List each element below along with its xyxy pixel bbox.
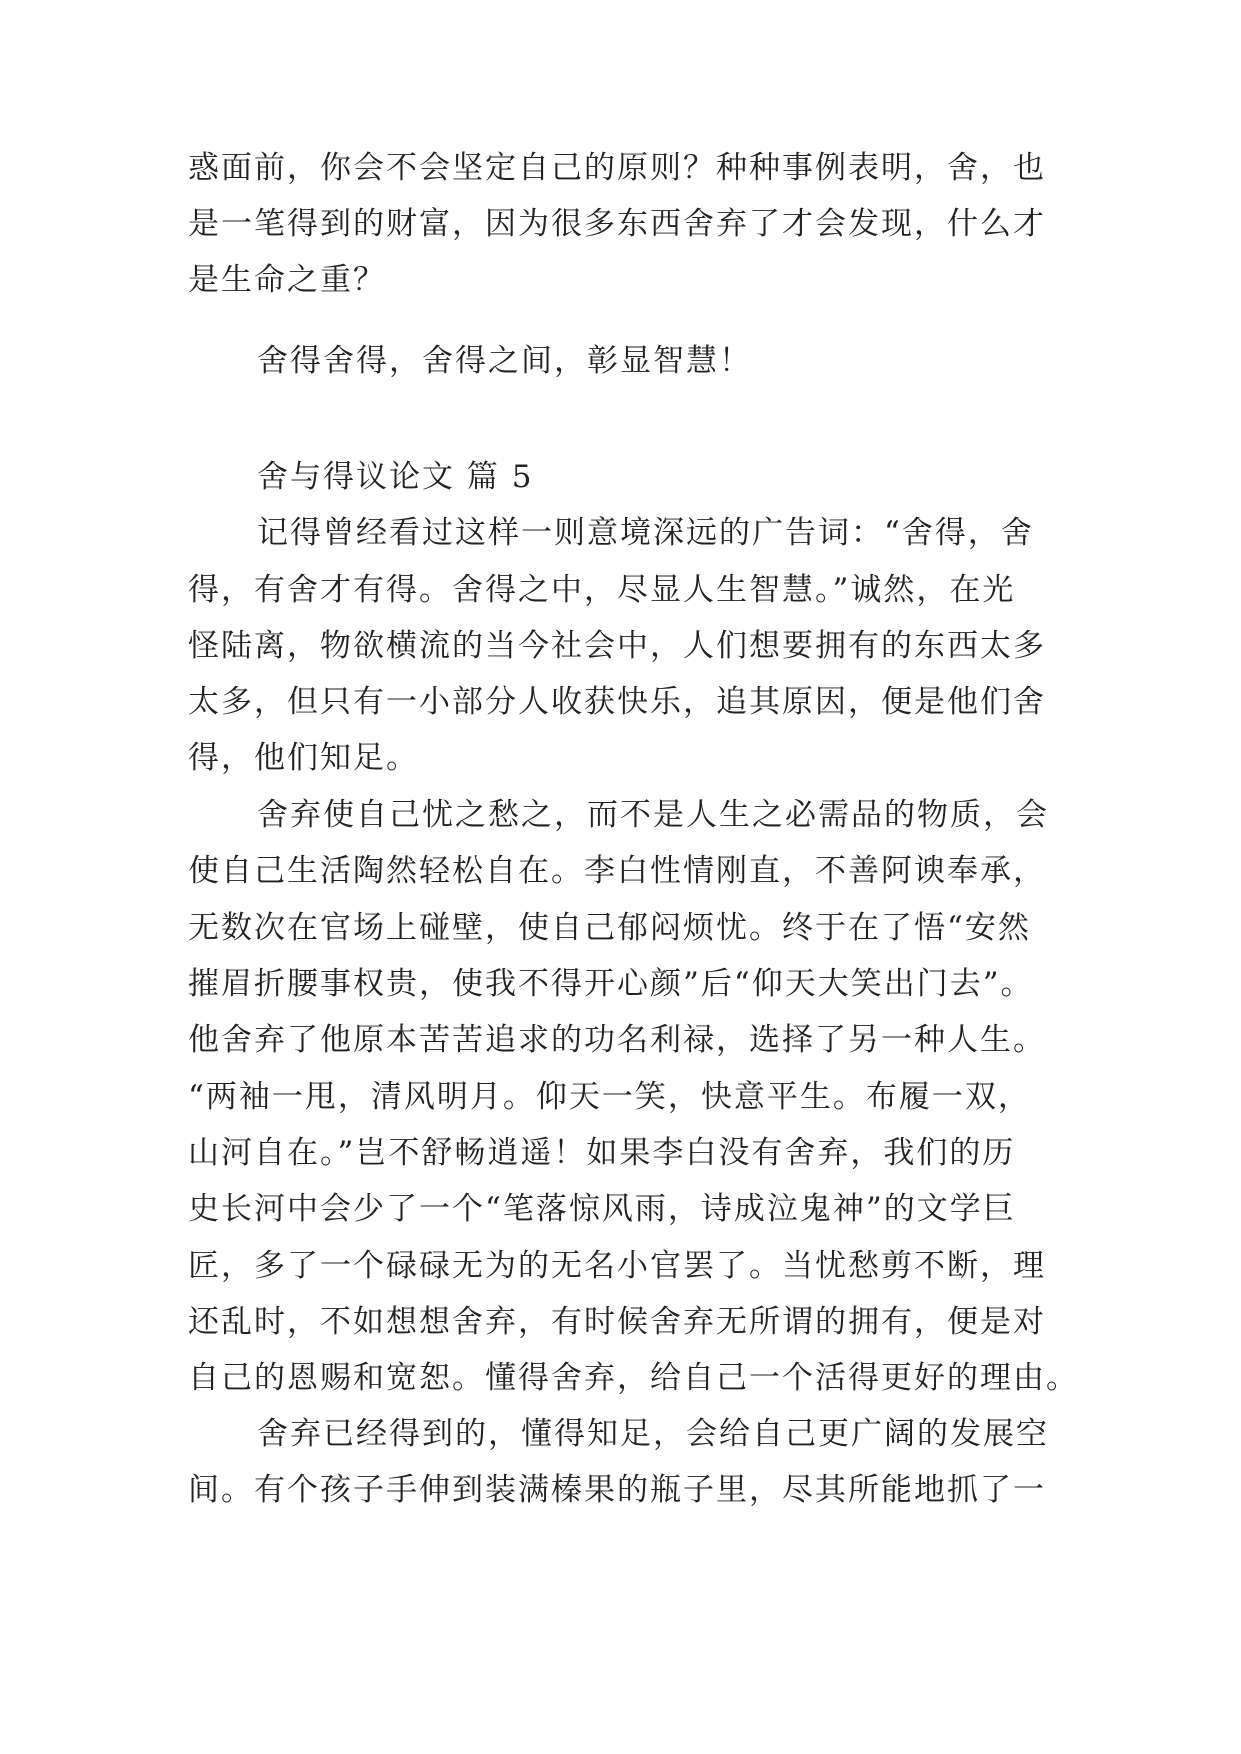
paragraph-line: 太多，但只有一小部分人收获快乐，追其原因，便是他们舍 [188,684,1046,720]
paragraph-line: 摧眉折腰事权贵，使我不得开心颜”后“仰天大笑出门去”。 [188,966,1034,1002]
paragraph-line: 史长河中会少了一个“笔落惊风雨，诗成泣鬼神”的文学巨 [188,1191,1016,1227]
paragraph-line: 匠，多了一个碌碌无为的无名小官罢了。当忧愁剪不断，理 [188,1248,1046,1284]
paragraph-line: 间。有个孩子手伸到装满榛果的瓶子里，尽其所能地抓了一 [188,1472,1046,1508]
paragraph-line: 得，他们知足。 [188,740,419,776]
paragraph-line: 还乱时，不如想想舍弃，有时候舍弃无所谓的拥有，便是对 [188,1304,1046,1340]
paragraph-line: “两袖一甩，清风明月。仰天一笑，快意平生。布履一双， [188,1079,1031,1115]
paragraph-line: 得，有舍才有得。舍得之中，尽显人生智慧。”诚然，在光 [188,572,1016,608]
closing-line: 舍得舍得，舍得之间，彰显智慧！ [257,343,752,379]
paragraph-line: 自己的恩赐和宽恕。懂得舍弃，给自己一个活得更好的理由。 [188,1360,1079,1396]
paragraph-line: 山河自在。”岂不舒畅逍遥！如果李白没有舍弃，我们的历 [188,1135,1016,1171]
paragraph-line: 舍弃已经得到的，懂得知足，会给自己更广阔的发展空 [257,1416,1049,1452]
paragraph-line: 是一笔得到的财富，因为很多东西舍弃了才会发现，什么才 [188,206,1046,242]
paragraph-line: 怪陆离，物欲横流的当今社会中，人们想要拥有的东西太多 [188,628,1046,664]
section-heading: 舍与得议论文 篇 5 [257,459,534,495]
paragraph-line: 他舍弃了他原本苦苦追求的功名利禄，选择了另一种人生。 [188,1022,1046,1058]
paragraph-line: 惑面前，你会不会坚定自己的原则？种种事例表明，舍，也 [188,150,1046,186]
paragraph-line: 舍弃使自己忧之愁之，而不是人生之必需品的物质，会 [257,797,1049,833]
paragraph-line: 是生命之重？ [188,262,386,298]
paragraph-line: 无数次在官场上碰壁，使自己郁闷烦忧。终于在了悟“安然 [188,910,1031,946]
paragraph-line: 记得曾经看过这样一则意境深远的广告词：“舍得，舍 [257,515,1034,551]
paragraph-line: 使自己生活陶然轻松自在。李白性情刚直，不善阿谀奉承， [188,853,1046,889]
